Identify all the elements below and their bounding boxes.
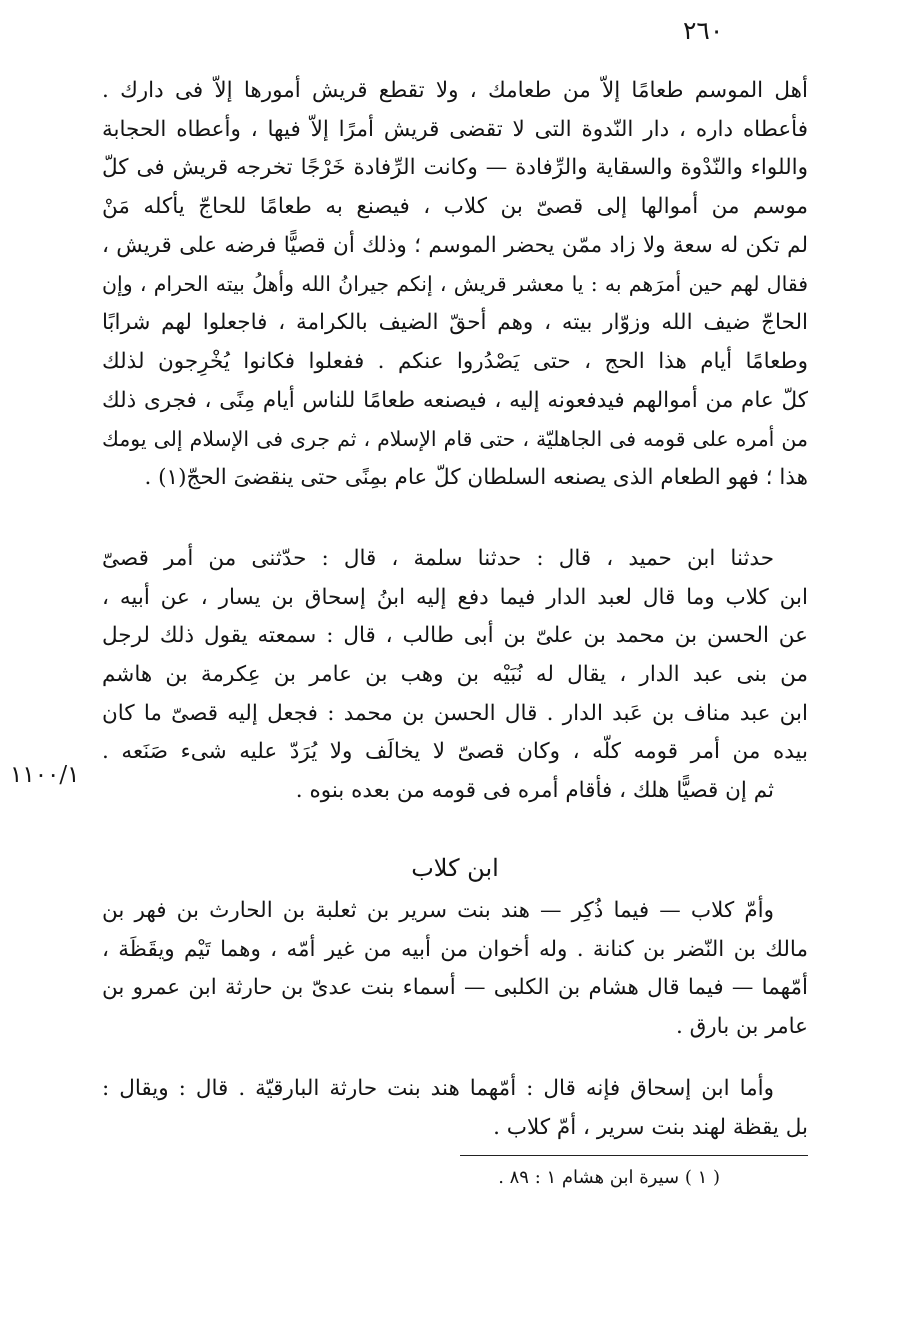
text-line: موسم من أموالها إلى قصىّ بن كلاب ، فيصنع به طعامًا للحاجّ يأكله مَنْ: [102, 194, 808, 220]
text-line: وطعامًا أيام هذا الحج ، حتى يَصْدُروا عنكم . ففعلوا فكانوا يُخْرِجون لذلك: [102, 348, 808, 374]
text-line: ابن كلاب وما قال لعبد الدار فيما دفع إليه ابنُ إسحاق بن يسار ، عن أبيه ،: [102, 584, 808, 610]
text-line: ثم إن قصيًّا هلك ، فأقام أمره فى قومه من بعده بنوه .: [295, 778, 774, 804]
margin-reference: ١١٠٠/١: [10, 762, 80, 788]
text-line: بل يقظة لهند بنت سرير ، أمّ كلاب .: [493, 1114, 808, 1140]
footnote-separator: [460, 1155, 808, 1156]
paragraph-4: [102, 1070, 808, 1147]
text-line: بيده من أمر قومه كلّه ، وكان قصىّ لا يخالَف ولا يُرَدّ عليه شىء صَنَعه .: [102, 739, 808, 765]
paragraph-1: [102, 72, 808, 498]
text-line: أهل الموسم طعامًا إلاّ من طعامك ، ولا تقطع قريش أمورها إلاّ فى دارك .: [102, 78, 808, 103]
text-line: واللواء والنّدْوة والسقاية والرِّفادة — وكانت الرِّفادة خَرْجًا تخرجه قريش فى كلّ: [102, 155, 808, 181]
text-line: ابن عبد مناف بن عَبد الدار . قال الحسن بن محمد : فجعل إليه قصىّ ما كان: [102, 700, 808, 726]
text-line: لم تكن له سعة ولا زاد ممّن يحضر الموسم ؛ وذلك أن قصيًّا فرضه على قريش ،: [102, 232, 808, 258]
footnote: ( ١ ) سيرة ابن هشام ١ : ٨٩ .: [498, 1167, 720, 1188]
text-line: من بنى عبد الدار ، يقال له نُبَيْه بن وهب بن عامر بن عِكرمة بن هاشم: [102, 662, 808, 688]
page-number: ٢٦٠: [683, 16, 724, 45]
text-line: حدثنا ابن حميد ، قال : حدثنا سلمة ، قال : حدّثنى من أمر قصىّ: [102, 546, 774, 571]
text-line: وأما ابن إسحاق فإنه قال : أمّهما هند بنت حارثة البارقيّة . قال : ويقال :: [102, 1076, 774, 1101]
text-line: هذا ؛ فهو الطعام الذى يصنعه السلطان كلّ عام بمِنًى حتى ينقضىَ الحجّ(١) .: [144, 464, 808, 490]
text-line: وأمّ كلاب — فيما ذُكِر — هند بنت سرير بن ثعلبة بن الحارث بن فهر بن: [102, 898, 774, 923]
text-line: أمّهما — فيما قال هشام بن الكلبى — أسماء بنت عدىّ بن حارثة ابن عمرو بن: [102, 975, 808, 1001]
text-line: كلّ عام من أموالهم فيدفعونه إليه ، فيصنعه طعامًا للناس أيام مِنًى ، فجرى ذلك: [102, 387, 808, 413]
text-line: عن الحسن بن محمد بن علىّ بن أبى طالب ، قال : سمعته يقول ذلك لرجل: [102, 623, 808, 649]
text-line: فأعطاه داره ، دار النّدوة التى لا تقضى قريش أمرًا إلاّ فيها ، وأعطاه الحجابة: [102, 116, 808, 142]
section-heading: ابن كلاب: [411, 854, 499, 882]
text-line: فقال لهم حين أمرَهم به : يا معشر قريش ، إنكم جيرانُ الله وأهلُ بيته الحرام ، وإن: [102, 272, 808, 297]
text-line: مالك بن النّضر بن كنانة . وله أخوان من أبيه من غير أمّه ، وهما تَيْم ويقَظَة ،: [102, 936, 808, 962]
paragraph-3: [102, 892, 808, 1047]
paragraph-2: [102, 540, 808, 811]
text-line: من أمره على قومه فى الجاهليّة ، حتى قام الإسلام ، ثم جرى فى الإسلام إلى يومك: [102, 427, 808, 452]
text-line: الحاجّ ضيف الله وزوّار بيته ، وهم أحقّ الضيف بالكرامة ، فاجعلوا لهم شرابًا: [102, 310, 808, 336]
text-line: عامر بن بارق .: [675, 1014, 808, 1040]
